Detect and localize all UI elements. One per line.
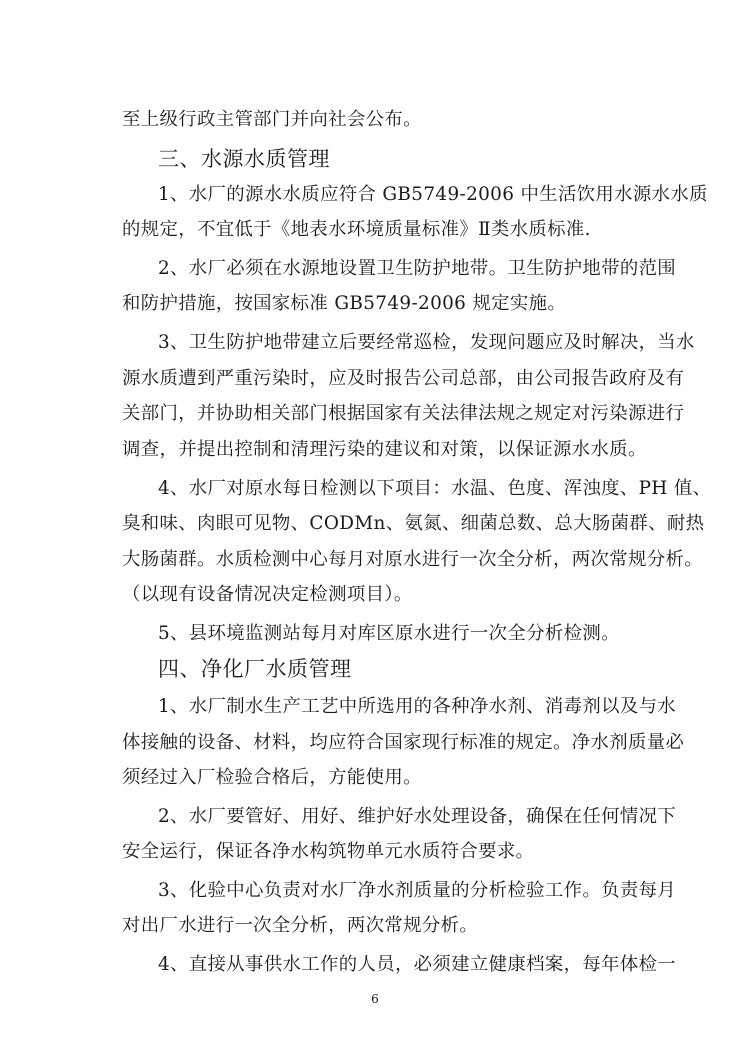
paragraph-3-5-line-1: 5、县环境监测站每月对库区原水进行一次全分析检测。 <box>158 623 620 644</box>
section-4-heading: 四、净化厂水质管理 <box>158 657 352 681</box>
paragraph-4-1-line-3: 须经过入厂检验合格后，方能使用。 <box>122 767 422 788</box>
paragraph-3-4-line-4: （以现有设备情况决定检测项目）。 <box>122 584 413 605</box>
paragraph-4-3-line-2: 对出厂水进行一次全分析，两次常规分析。 <box>122 915 479 936</box>
paragraph-3-3-line-2: 源水质遭到严重污染时，应及时报告公司总部，由公司报告政府及有 <box>122 368 685 389</box>
paragraph-4-2-line-2: 安全运行，保证各净水构筑物单元水质符合要求。 <box>122 841 535 862</box>
paragraph-3-3-line-3: 关部门，并协助相关部门根据国家有关法律法规之规定对污染源进行 <box>122 403 685 424</box>
paragraph-3-4-line-2: 臭和味、肉眼可见物、CODMn、氨氮、细菌总数、总大肠菌群、耐热 <box>122 513 705 534</box>
paragraph-3-1-line-1: 1、水厂的源水水质应符合 GB5749-2006 中生活饮用水源水水质 <box>158 184 708 205</box>
continuation-line: 至上级行政主管部门并向社会公布。 <box>122 109 422 130</box>
paragraph-4-1-line-2: 体接触的设备、材料，均应符合国家现行标准的规定。净水剂质量必 <box>122 732 685 753</box>
paragraph-3-3-line-1: 3、卫生防护地带建立后要经常巡检，发现问题应及时解决，当水 <box>158 332 695 353</box>
paragraph-3-3-line-4: 调查，并提出控制和清理污染的建议和对策，以保证源水水质。 <box>122 439 647 460</box>
paragraph-4-3-line-1: 3、化验中心负责对水厂净水剂质量的分析检验工作。负责每月 <box>158 880 677 901</box>
paragraph-3-4-line-1: 4、水厂对原水每日检测以下项目：水温、色度、浑浊度、PH 值、 <box>158 478 712 499</box>
paragraph-3-2-line-1: 2、水厂必须在水源地设置卫生防护地带。卫生防护地带的范围 <box>158 258 677 279</box>
paragraph-3-2-line-2: 和防护措施，按国家标准 GB5749-2006 规定实施。 <box>122 293 567 314</box>
paragraph-3-4-line-3: 大肠菌群。水质检测中心每月对原水进行一次全分析，两次常规分析。 <box>122 549 703 570</box>
paragraph-4-1-line-1: 1、水厂制水生产工艺中所选用的各种净水剂、消毒剂以及与水 <box>158 696 677 717</box>
page-number: 6 <box>371 992 379 1006</box>
paragraph-4-4-line-1: 4、直接从事供水工作的人员，必须建立健康档案，每年体检一 <box>158 954 677 975</box>
paragraph-3-1-line-2: 的规定，不宜低于《地表水环境质量标准》Ⅱ类水质标准. <box>122 219 591 240</box>
section-3-heading: 三、水源水质管理 <box>158 147 330 171</box>
paragraph-4-2-line-1: 2、水厂要管好、用好、维护好水处理设备，确保在任何情况下 <box>158 806 677 827</box>
